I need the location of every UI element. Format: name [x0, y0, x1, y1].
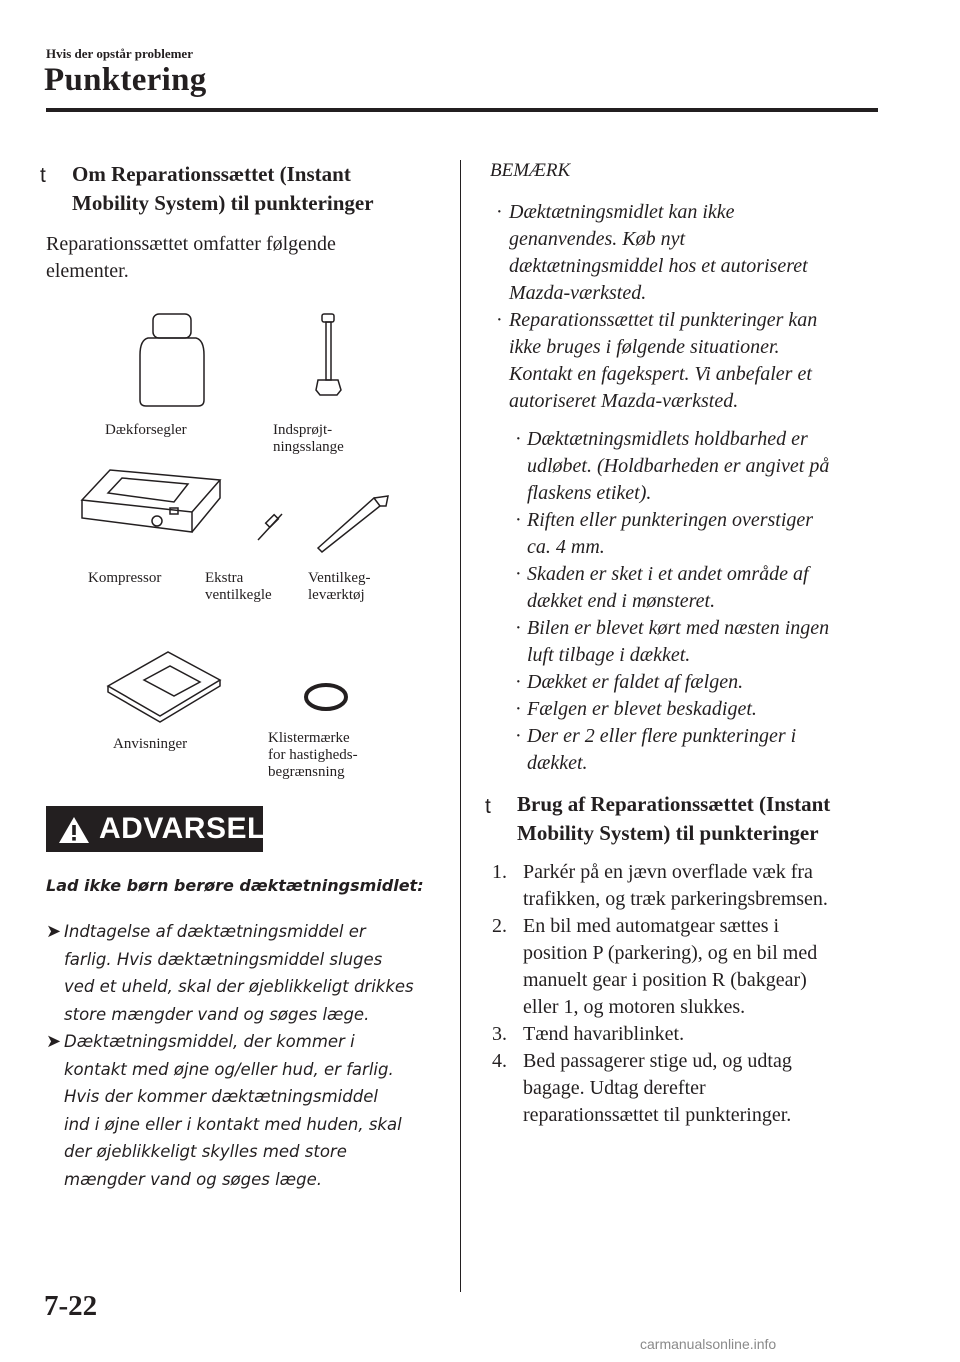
- note-sub-item-3: Skaden er sket i et andet område af dækket end i mønsteret.: [527, 563, 809, 612]
- warning-label: ADVARSEL: [99, 812, 266, 845]
- label-sticker-line2: for hastigheds-: [268, 747, 358, 763]
- note-sub-bullet-dot: ·: [515, 725, 522, 747]
- valve-core-icon: [258, 514, 282, 540]
- label-instructions: Anvisninger: [113, 736, 188, 752]
- intro-heading-line1: Om Reparationssættet (Instant: [72, 162, 351, 186]
- note-sub-bullet-dot: ·: [515, 563, 522, 585]
- note-sub-bullet-dot: ·: [515, 617, 522, 639]
- watermark: carmanualsonline.info: [640, 1336, 777, 1352]
- step-text: Parkér på en jævn overflade væk fra trafikken, og træk parkeringsbremsen.: [523, 861, 828, 910]
- note-sub-item-6: Fælgen er blevet beskadiget.: [527, 698, 757, 720]
- note-sub-bullet-dot: ·: [515, 428, 522, 450]
- intro-text-line2: elementer.: [46, 260, 129, 282]
- section-bullet-icon: t: [485, 795, 491, 818]
- section-label: Hvis der opstår problemer: [46, 46, 193, 61]
- label-compressor: Kompressor: [88, 570, 162, 586]
- step-text: Bed passagerer stige ud, og udtag bagage. Udtag derefter reparationssættet til punkteringer.: [523, 1050, 792, 1126]
- label-valve-core-line2: ventilkegle: [205, 587, 272, 603]
- sealant-bottle-icon: [140, 314, 204, 406]
- note-sub-item-2: Riften eller punkteringen overstiger ca. 4 mm.: [527, 509, 814, 558]
- compressor-icon: [82, 470, 220, 532]
- valve-core-tool-icon: [318, 496, 388, 552]
- label-sticker-line1: Klistermærke: [268, 730, 350, 746]
- label-sealant: Dækforsegler: [105, 422, 187, 438]
- warning-item-1: Indtagelse af dæktætningsmiddel er farlig. Hvis dæktætningsmiddel sluges ved et uheld, skal der øjeblikkeligt drikkes store mængder vand og søges læge.: [64, 922, 414, 1024]
- warning-heading: Lad ikke børn berøre dæktætningsmidlet:: [46, 876, 424, 895]
- intro-heading-line2: Mobility System) til punkteringer: [72, 191, 374, 215]
- note-bullet-dot: ·: [496, 201, 503, 223]
- note-sub-item-1: Dæktætningsmidlets holdbarhed er udløbet. (Holdbarheden er angivet på flaskens etiket).: [527, 428, 830, 504]
- label-valve-tool-line1: Ventilkeg-: [308, 570, 371, 586]
- usage-heading-line1: Brug af Reparationssættet (Instant: [517, 792, 831, 816]
- note-bullet-dot: ·: [496, 309, 503, 331]
- note-sub-bullet-dot: ·: [515, 698, 522, 720]
- warning-item-2: Dæktætningsmiddel, der kommer i kontakt med øjne og/eller hud, er farlig. Hvis der kommer dæktætningsmiddel ind i øjne eller i kontakt med huden, skal der øjeblikkeligt skylles med store mængder vand og søges læge.: [64, 1032, 402, 1189]
- note-item-2: Reparationssættet til punkteringer kan ikke bruges i følgende situationer. Kontakt en fagekspert. Vi anbefaler et autoriseret Mazda-værksted.: [509, 309, 818, 412]
- arrow-bullet-icon: ➤: [46, 921, 62, 942]
- label-valve-tool-line2: leværktøj: [308, 587, 365, 603]
- instructions-booklet-icon: [108, 652, 220, 722]
- speed-sticker-icon: [306, 685, 346, 709]
- label-hose-line1: Indsprøjt-: [273, 422, 333, 438]
- step-number: 2.: [492, 915, 507, 937]
- note-sub-item-4: Bilen er blevet kørt med næsten ingen luft tilbage i dækket.: [527, 617, 830, 666]
- repair-kit-illustration: [60, 300, 440, 800]
- injection-hose-icon: [316, 314, 341, 395]
- step-number: 1.: [492, 861, 507, 883]
- title-rule: [46, 108, 878, 112]
- step-number: 4.: [492, 1050, 507, 1072]
- step-number: 3.: [492, 1023, 507, 1045]
- page-title: Punktering: [44, 62, 207, 98]
- note-heading: BEMÆRK: [490, 160, 571, 181]
- section-bullet-icon: t: [40, 164, 46, 187]
- warning-triangle-icon: [57, 815, 91, 845]
- arrow-bullet-icon: ➤: [46, 1031, 62, 1052]
- label-sticker-line3: begrænsning: [268, 764, 345, 780]
- label-valve-core-line1: Ekstra: [205, 570, 244, 586]
- step-text: En bil med automatgear sættes i position P (parkering), og en bil med manuelt gear i position R (bakgear) eller 1, og motoren slukkes.: [523, 915, 818, 1018]
- note-sub-bullet-dot: ·: [515, 671, 522, 693]
- page-number: 7-22: [44, 1290, 98, 1322]
- note-sub-item-7: Der er 2 eller flere punkteringer i dækket.: [527, 725, 797, 774]
- usage-heading-line2: Mobility System) til punkteringer: [517, 821, 819, 845]
- intro-text-line1: Reparationssættet omfatter følgende: [46, 233, 336, 255]
- step-text: Tænd havariblinket.: [523, 1023, 685, 1045]
- column-divider: [460, 160, 461, 1292]
- note-sub-item-5: Dækket er faldet af fælgen.: [527, 671, 744, 693]
- note-item-1: Dæktætningsmidlet kan ikke genanvendes. Køb nyt dæktætningsmiddel hos et autoriseret Mazda-værksted.: [509, 201, 808, 304]
- note-sub-bullet-dot: ·: [515, 509, 522, 531]
- label-hose-line2: ningsslange: [273, 439, 344, 455]
